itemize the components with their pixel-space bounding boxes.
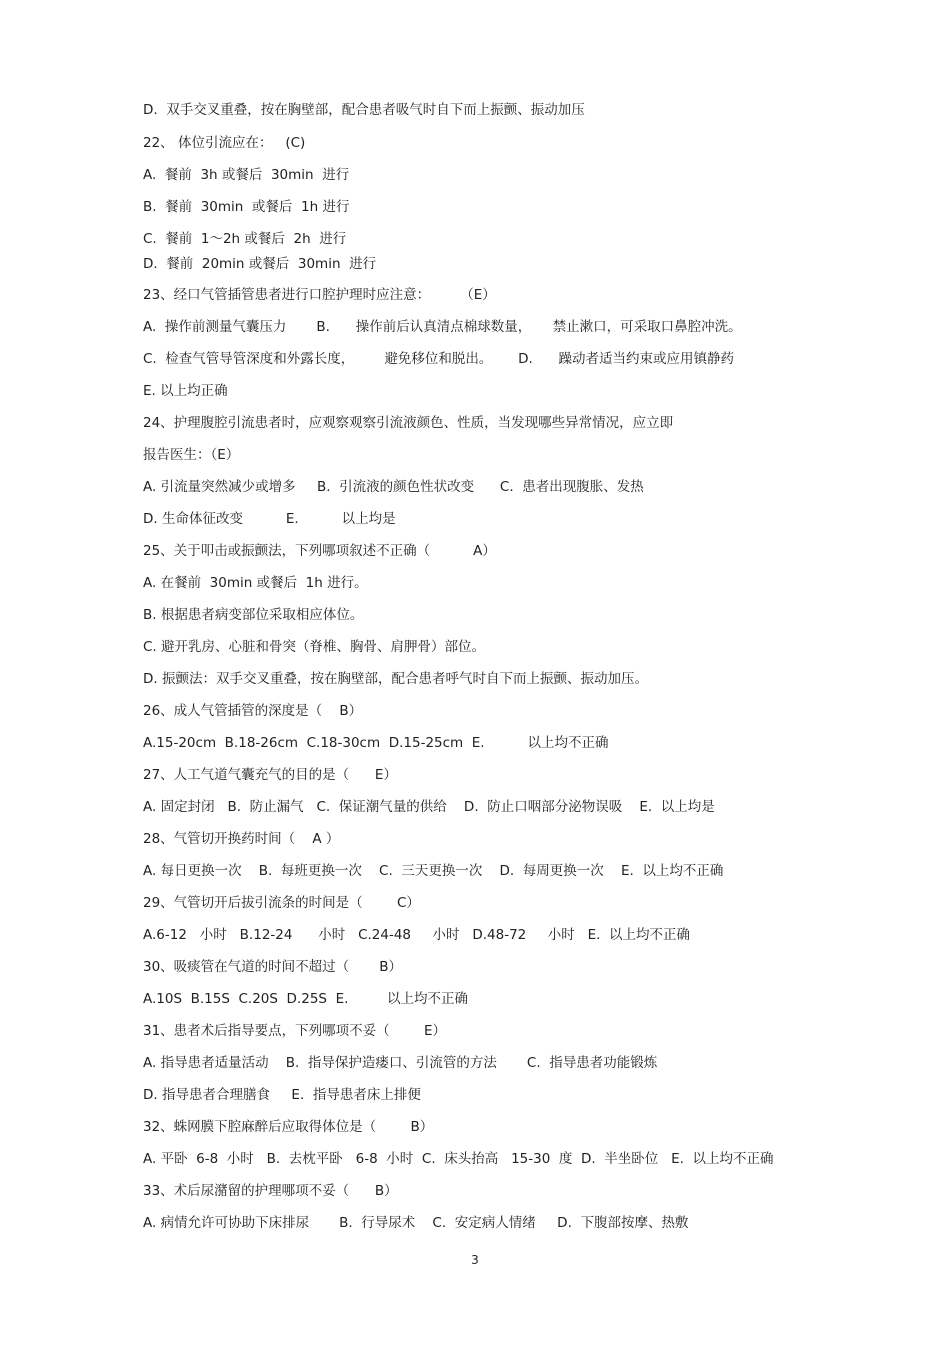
option-line: C. 检查气管导管深度和外露长度， 避免移位和脱出。 D. 躁动者适当约束或应用镇静药 <box>143 351 735 367</box>
option-line: D. 生命体征改变 E. 以上均是 <box>143 511 396 527</box>
option-line: A. 固定封闭 B. 防止漏气 C. 保证潮气量的供给 D. 防止口咽部分泌物误吸 E. 以上均是 <box>143 799 715 815</box>
option-line: E. 以上均正确 <box>143 383 228 399</box>
option-line: A. 餐前 3h 或餐后 30min 进行 <box>143 167 350 183</box>
option-line: D. 指导患者合理膳食 E. 指导患者床上排便 <box>143 1087 421 1103</box>
option-line: C. 避开乳房、心脏和骨突（脊椎、胸骨、肩胛骨）部位。 <box>143 639 486 655</box>
question-24: 24、护理腹腔引流患者时，应观察观察引流液颜色、性质，当发现哪些异常情况，应立即 <box>143 415 674 431</box>
option-line: C. 餐前 1～2h 或餐后 2h 进行 <box>143 231 347 247</box>
text-line: D. 双手交叉重叠，按在胸壁部，配合患者吸气时自下而上振颤、振动加压 <box>143 102 585 118</box>
question-26: 26、成人气管插管的深度是（ B） <box>143 703 363 719</box>
option-line: D. 振颤法：双手交叉重叠，按在胸壁部，配合患者呼气时自下而上振颤、振动加压。 <box>143 671 648 687</box>
option-line: A. 操作前测量气囊压力 B. 操作前后认真清点棉球数量， 禁止漱口，可采取口鼻腔冲洗。 <box>143 319 742 335</box>
option-line: B. 根据患者病变部位采取相应体位。 <box>143 607 364 623</box>
question-23: 23、经口气管插管患者进行口腔护理时应注意： （E） <box>143 287 496 303</box>
question-22: 22、 体位引流应在： (C) <box>143 135 306 151</box>
option-line: A. 在餐前 30min 或餐后 1h 进行。 <box>143 575 368 591</box>
option-line: B. 餐前 30min 或餐后 1h 进行 <box>143 199 350 215</box>
option-line: A. 引流量突然减少或增多 B. 引流液的颜色性状改变 C. 患者出现腹胀、发热 <box>143 479 644 495</box>
question-25: 25、关于叩击或振颤法，下列哪项叙述不正确（ A） <box>143 543 496 559</box>
question-24-cont: 报告医生：（E） <box>143 447 240 463</box>
page-number: 3 <box>471 1253 479 1267</box>
question-28: 28、气管切开换药时间（ A ） <box>143 831 340 847</box>
option-line: A.15-20cm B.18-26cm C.18-30cm D.15-25cm E. 以上均不正确 <box>143 735 609 751</box>
option-line: A. 指导患者适量活动 B. 指导保护造瘘口、引流管的方法 C. 指导患者功能锻炼 <box>143 1055 658 1071</box>
option-line: D. 餐前 20min 或餐后 30min 进行 <box>143 256 377 272</box>
question-30: 30、吸痰管在气道的时间不超过（ B） <box>143 959 402 975</box>
question-32: 32、蛛网膜下腔麻醉后应取得体位是（ B） <box>143 1119 434 1135</box>
option-line: A. 平卧 6-8 小时 B. 去枕平卧 6-8 小时 C. 床头抬高 15-30 度 D. 半坐卧位 E. 以上均不正确 <box>143 1151 774 1167</box>
question-31: 31、患者术后指导要点，下列哪项不妥（ E） <box>143 1023 447 1039</box>
option-line: A. 每日更换一次 B. 每班更换一次 C. 三天更换一次 D. 每周更换一次 E. 以上均不正确 <box>143 863 724 879</box>
question-27: 27、人工气道气囊充气的目的是（ E） <box>143 767 397 783</box>
question-33: 33、术后尿潴留的护理哪项不妥（ B） <box>143 1183 398 1199</box>
question-29: 29、气管切开后拔引流条的时间是（ C） <box>143 895 420 911</box>
option-line: A.10S B.15S C.20S D.25S E. 以上均不正确 <box>143 991 469 1007</box>
option-line: A.6-12 小时 B.12-24 小时 C.24-48 小时 D.48-72 小时 E. 以上均不正确 <box>143 927 691 943</box>
option-line: A. 病情允许可协助下床排尿 B. 行导尿术 C. 安定病人情绪 D. 下腹部按摩、热敷 <box>143 1215 689 1231</box>
